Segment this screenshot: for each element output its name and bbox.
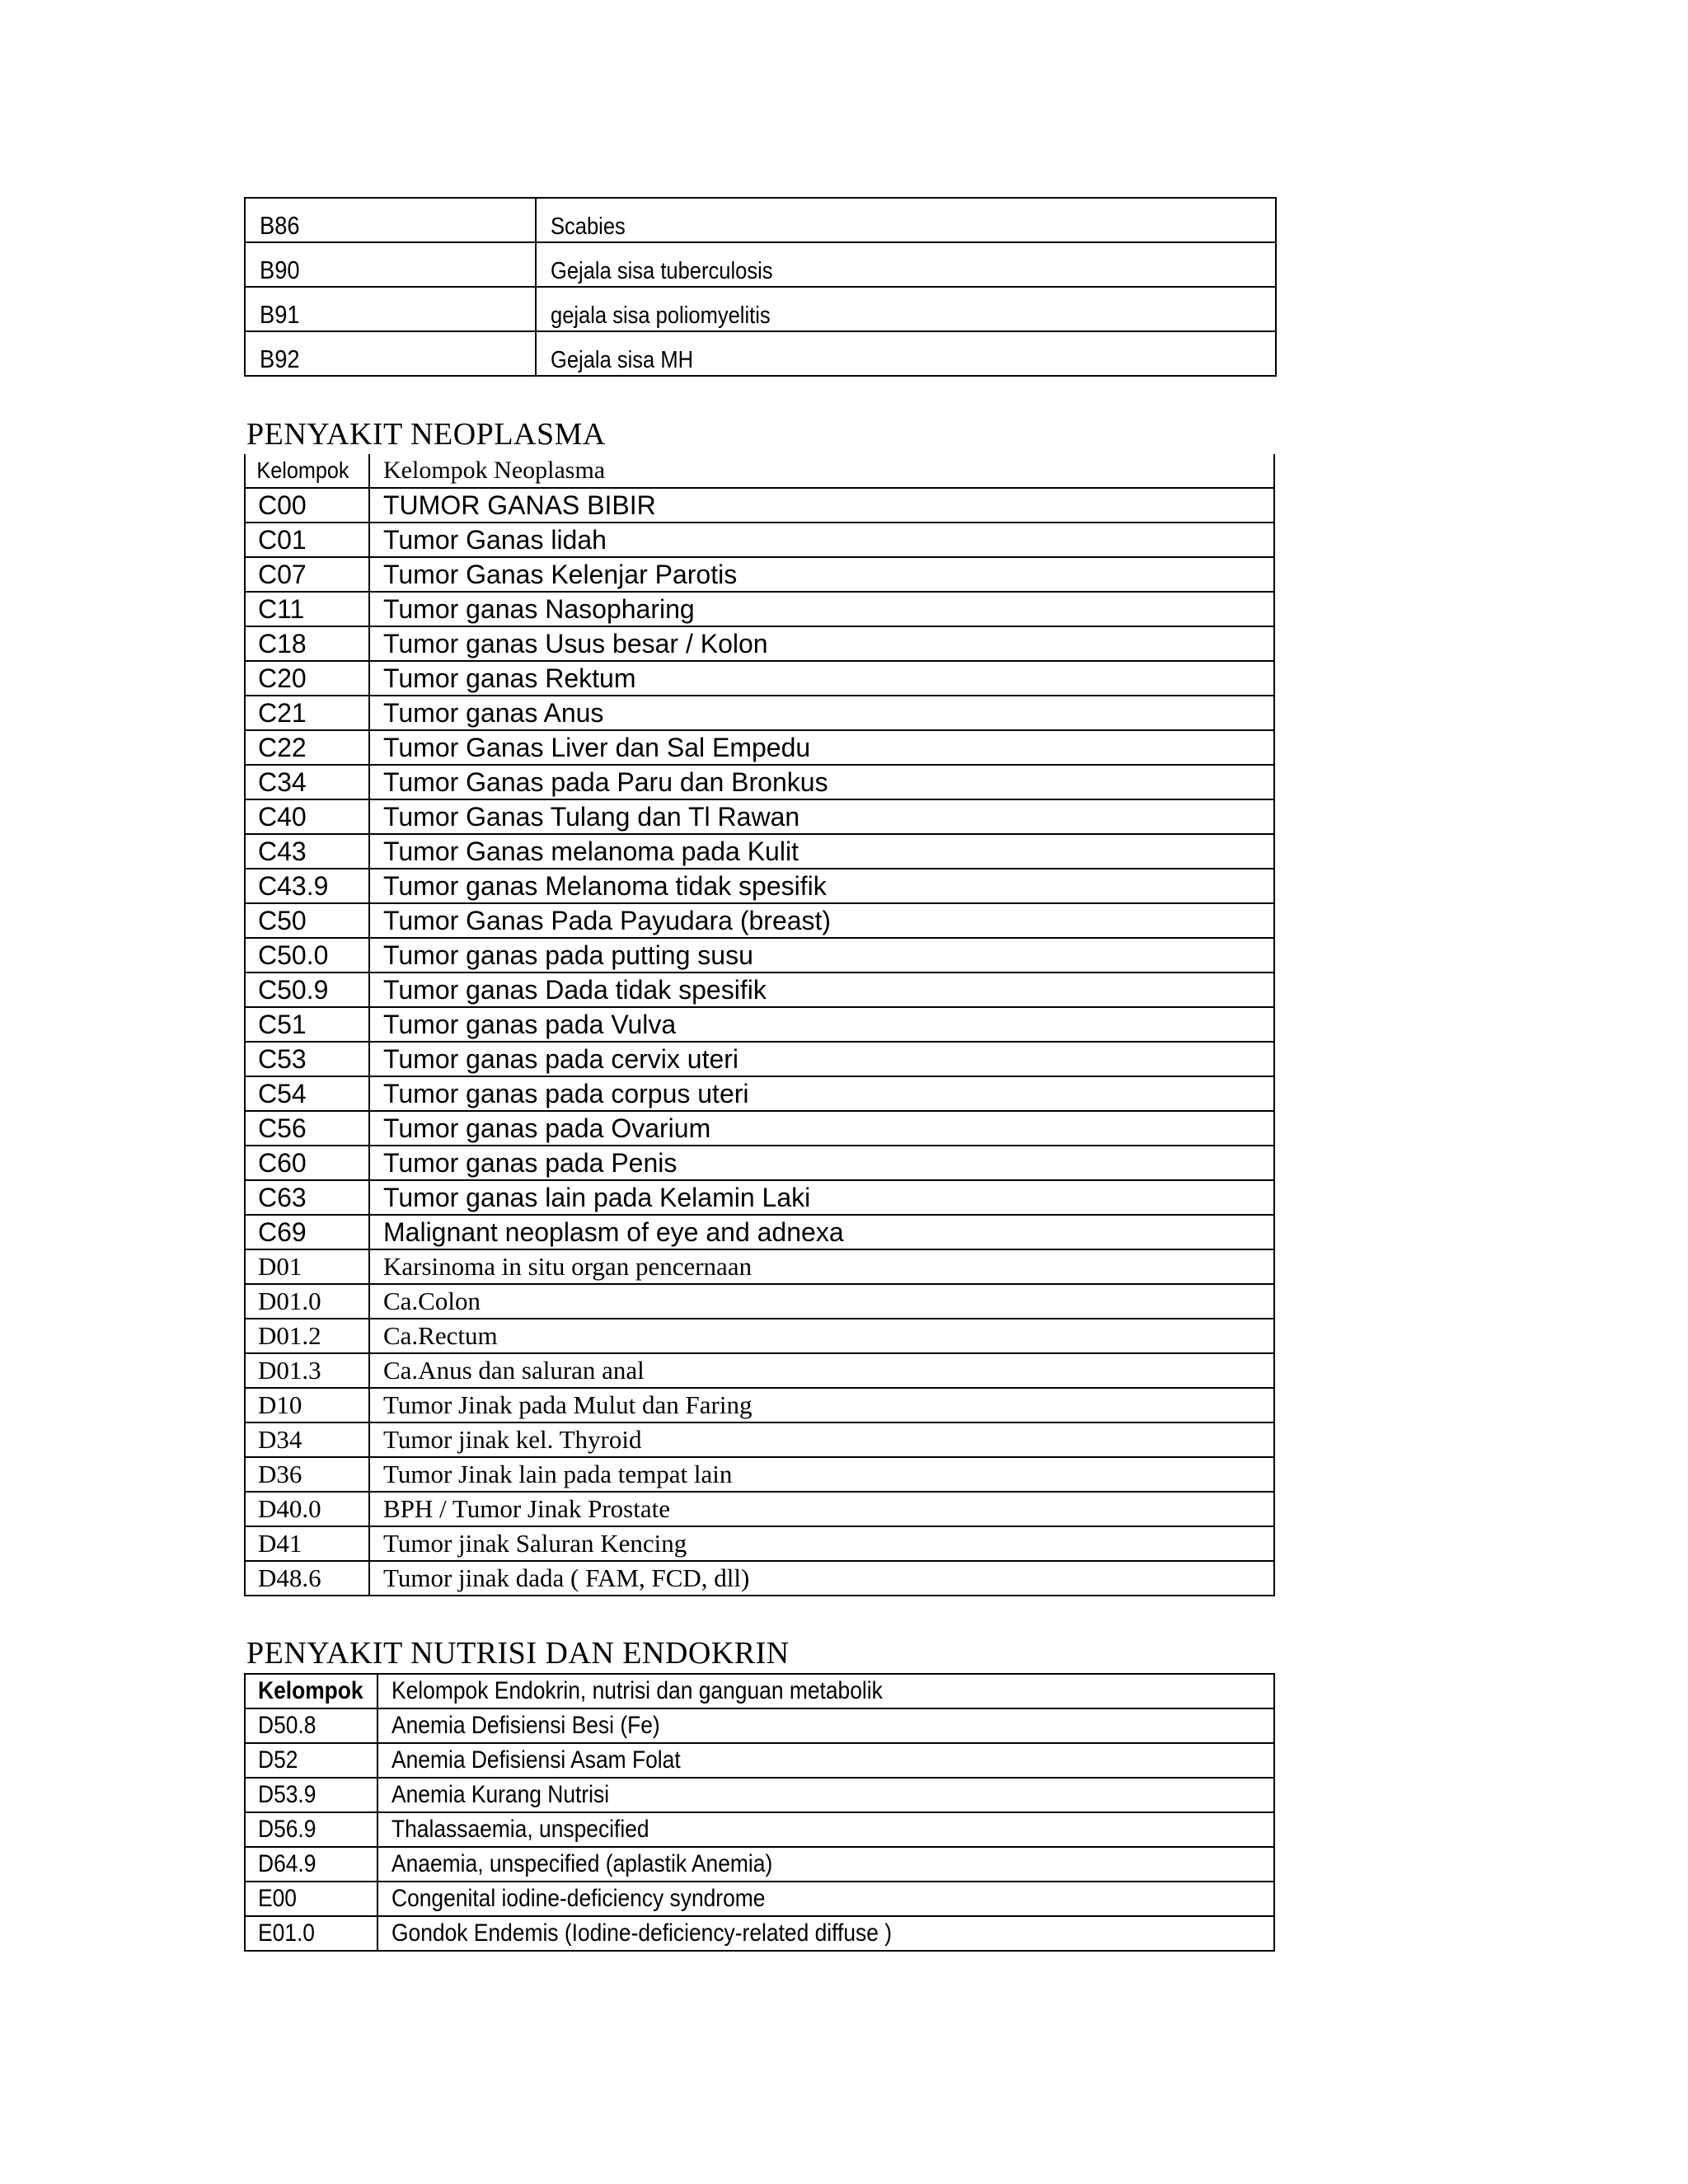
code-cell-text: E00 [258, 1885, 297, 1912]
name-cell: Tumor ganas Rektum [369, 661, 1274, 696]
code-cell-text: D56.9 [258, 1816, 316, 1843]
code-cell [245, 1812, 377, 1847]
code-cell: D48.6 [245, 1561, 369, 1596]
code-cell-text: B90 [260, 255, 300, 284]
code-cell: D01.0 [245, 1284, 369, 1319]
name-cell: Tumor ganas Dada tidak spesifik [369, 972, 1274, 1007]
name-cell: Tumor ganas pada Vulva [369, 1007, 1274, 1042]
name-cell: Tumor Ganas Kelenjar Parotis [369, 557, 1274, 592]
table-row [245, 1743, 1274, 1778]
name-cell [536, 198, 1276, 242]
table-b-body [245, 198, 1276, 376]
code-cell-text: D53.9 [258, 1781, 316, 1808]
table-nutrisi-body [245, 1674, 1274, 1951]
name-cell: Tumor Ganas lidah [369, 523, 1274, 557]
name-cell: Tumor ganas Usus besar / Kolon [369, 626, 1274, 661]
code-cell-text: B91 [260, 300, 300, 329]
header-kelompok-label: Kelompok [258, 1677, 363, 1704]
code-cell: D34 [245, 1422, 369, 1457]
table-row [245, 1007, 1274, 1042]
name-cell: Tumor ganas Anus [369, 696, 1274, 730]
table-row [245, 1284, 1274, 1319]
table-row [245, 869, 1274, 903]
table-row [245, 938, 1274, 972]
name-cell: Tumor ganas pada cervix uteri [369, 1042, 1274, 1076]
name-cell: Tumor Ganas Pada Payudara (breast) [369, 903, 1274, 938]
table-row [245, 1422, 1274, 1457]
name-cell: Tumor Ganas Tulang dan Tl Rawan [369, 799, 1274, 834]
table-row [245, 592, 1274, 626]
name-cell [377, 1708, 1274, 1743]
code-cell-text: E01.0 [258, 1919, 315, 1947]
code-cell: C56 [245, 1111, 369, 1146]
code-cell: C18 [245, 626, 369, 661]
table-row [245, 1457, 1274, 1492]
name-cell: Tumor Jinak lain pada tempat lain [369, 1457, 1274, 1492]
name-cell [377, 1778, 1274, 1812]
name-cell [377, 1847, 1274, 1882]
name-cell: Tumor ganas Nasopharing [369, 592, 1274, 626]
name-cell: Malignant neoplasm of eye and adnexa [369, 1215, 1274, 1249]
code-cell: C51 [245, 1007, 369, 1042]
name-cell-text: Congenital iodine-deficiency syndrome [392, 1885, 766, 1912]
header-kelompok-neoplasma: Kelompok Neoplasma [369, 454, 1274, 488]
code-cell-text: D50.8 [258, 1712, 316, 1739]
code-cell-text: D52 [258, 1746, 298, 1774]
name-cell: BPH / Tumor Jinak Prostate [369, 1492, 1274, 1526]
name-cell-text: Anemia Defisiensi Besi (Fe) [392, 1712, 660, 1739]
header-kelompok: Kelompok [245, 454, 357, 488]
code-cell: D41 [245, 1526, 369, 1561]
code-cell: D10 [245, 1388, 369, 1422]
name-cell-text: Gondok Endemis (Iodine-deficiency-related diffuse ) [392, 1919, 893, 1947]
name-cell: TUMOR GANAS BIBIR [369, 488, 1274, 523]
table-row [245, 765, 1274, 799]
table-row [245, 661, 1274, 696]
name-cell [536, 242, 1276, 287]
name-cell: Tumor ganas lain pada Kelamin Laki [369, 1180, 1274, 1215]
table-neoplasma-body [245, 454, 1274, 1596]
code-cell: C69 [245, 1215, 369, 1249]
name-cell [377, 1743, 1274, 1778]
name-cell [377, 1812, 1274, 1847]
name-cell [377, 1882, 1274, 1916]
name-cell: Tumor ganas pada Ovarium [369, 1111, 1274, 1146]
name-cell: Tumor ganas Melanoma tidak spesifik [369, 869, 1274, 903]
table-row [245, 1847, 1274, 1882]
section-title-neoplasma: PENYAKIT NEOPLASMA [246, 417, 606, 452]
code-cell [245, 1847, 377, 1882]
code-cell [245, 1708, 377, 1743]
header-kelompok-endokrin [377, 1674, 1274, 1708]
code-cell: C43 [245, 834, 369, 869]
code-cell: C53 [245, 1042, 369, 1076]
table-row [245, 557, 1274, 592]
code-cell: C60 [245, 1146, 369, 1180]
name-cell: Tumor ganas pada putting susu [369, 938, 1274, 972]
table-row [245, 1778, 1274, 1812]
code-cell: C00 [245, 488, 369, 523]
name-cell: Tumor Ganas pada Paru dan Bronkus [369, 765, 1274, 799]
code-cell-text: B92 [260, 344, 300, 373]
table-row [245, 626, 1274, 661]
code-cell: D01.2 [245, 1319, 369, 1353]
code-cell: D01 [245, 1249, 369, 1284]
code-cell: C07 [245, 557, 369, 592]
name-cell-text: Anaemia, unspecified (aplastik Anemia) [392, 1850, 773, 1877]
code-cell [245, 331, 536, 376]
table-row [245, 331, 1276, 376]
table-row [245, 696, 1274, 730]
table-row [245, 242, 1276, 287]
code-cell: D40.0 [245, 1492, 369, 1526]
code-cell [245, 1778, 377, 1812]
code-cell: C40 [245, 799, 369, 834]
code-cell: C54 [245, 1076, 369, 1111]
table-nutrisi-endokrin [244, 1673, 1275, 1952]
table-row [245, 1076, 1274, 1111]
table-row [245, 1916, 1274, 1951]
code-cell: C50.0 [245, 938, 369, 972]
name-cell-text: Thalassaemia, unspecified [392, 1816, 649, 1843]
name-cell [377, 1916, 1274, 1951]
code-cell: C34 [245, 765, 369, 799]
code-cell [245, 287, 536, 331]
name-cell: Karsinoma in situ organ pencernaan [369, 1249, 1274, 1284]
table-row [245, 1249, 1274, 1284]
table-row [245, 1146, 1274, 1180]
name-cell [536, 331, 1276, 376]
code-cell-text: D64.9 [258, 1850, 316, 1877]
name-cell: Ca.Rectum [369, 1319, 1274, 1353]
name-cell-text: Anemia Defisiensi Asam Folat [392, 1746, 681, 1774]
table-row [245, 1215, 1274, 1249]
name-cell-text: Scabies [551, 213, 626, 240]
name-cell-text: Gejala sisa MH [551, 347, 694, 373]
table-row [245, 1353, 1274, 1388]
name-cell: Tumor Ganas Liver dan Sal Empedu [369, 730, 1274, 765]
name-cell: Tumor Jinak pada Mulut dan Faring [369, 1388, 1274, 1422]
table-row [245, 1708, 1274, 1743]
code-cell: C01 [245, 523, 369, 557]
table-row [245, 1526, 1274, 1561]
table-row [245, 903, 1274, 938]
section-title-nutrisi: PENYAKIT NUTRISI DAN ENDOKRIN [246, 1636, 790, 1671]
code-cell: C11 [245, 592, 369, 626]
code-cell: C63 [245, 1180, 369, 1215]
name-cell-text: Anemia Kurang Nutrisi [392, 1781, 610, 1808]
table-row [245, 1492, 1274, 1526]
code-cell: C50.9 [245, 972, 369, 1007]
code-cell: C22 [245, 730, 369, 765]
table-row [245, 287, 1276, 331]
name-cell: Tumor ganas pada corpus uteri [369, 1076, 1274, 1111]
name-cell: Tumor jinak Saluran Kencing [369, 1526, 1274, 1561]
table-row [245, 1111, 1274, 1146]
code-cell: C21 [245, 696, 369, 730]
code-cell: C50 [245, 903, 369, 938]
table-row [245, 1180, 1274, 1215]
name-cell: Ca.Anus dan saluran anal [369, 1353, 1274, 1388]
name-cell: Tumor jinak dada ( FAM, FCD, dll) [369, 1561, 1274, 1596]
table-row [245, 834, 1274, 869]
code-cell: D36 [245, 1457, 369, 1492]
table-row [245, 1882, 1274, 1916]
table-row [245, 799, 1274, 834]
table-row [245, 1042, 1274, 1076]
code-cell: C43.9 [245, 869, 369, 903]
name-cell [536, 287, 1276, 331]
code-cell [245, 242, 536, 287]
code-cell [245, 1882, 377, 1916]
table-row [245, 1561, 1274, 1596]
table-row [245, 972, 1274, 1007]
name-cell: Tumor Ganas melanoma pada Kulit [369, 834, 1274, 869]
name-cell: Ca.Colon [369, 1284, 1274, 1319]
table-neoplasma [244, 454, 1275, 1596]
name-cell-text: gejala sisa poliomyelitis [551, 302, 771, 329]
table-header-row [245, 1674, 1274, 1708]
table-row [245, 198, 1276, 242]
table-row [245, 1388, 1274, 1422]
name-cell-text: Gejala sisa tuberculosis [551, 258, 773, 284]
table-row [245, 488, 1274, 523]
table-row [245, 1812, 1274, 1847]
table-b-codes [244, 197, 1277, 377]
code-cell: D01.3 [245, 1353, 369, 1388]
name-cell: Tumor jinak kel. Thyroid [369, 1422, 1274, 1457]
table-row [245, 523, 1274, 557]
code-cell-text: B86 [260, 211, 300, 240]
header-kelompok [245, 1674, 377, 1708]
header-kelompok-endokrin-label: Kelompok Endokrin, nutrisi dan ganguan metabolik [392, 1677, 883, 1704]
code-cell: C20 [245, 661, 369, 696]
table-header-row [245, 454, 1274, 488]
code-cell [245, 1743, 377, 1778]
code-cell [245, 198, 536, 242]
code-cell [245, 1916, 377, 1951]
table-row [245, 1319, 1274, 1353]
table-row [245, 730, 1274, 765]
name-cell: Tumor ganas pada Penis [369, 1146, 1274, 1180]
